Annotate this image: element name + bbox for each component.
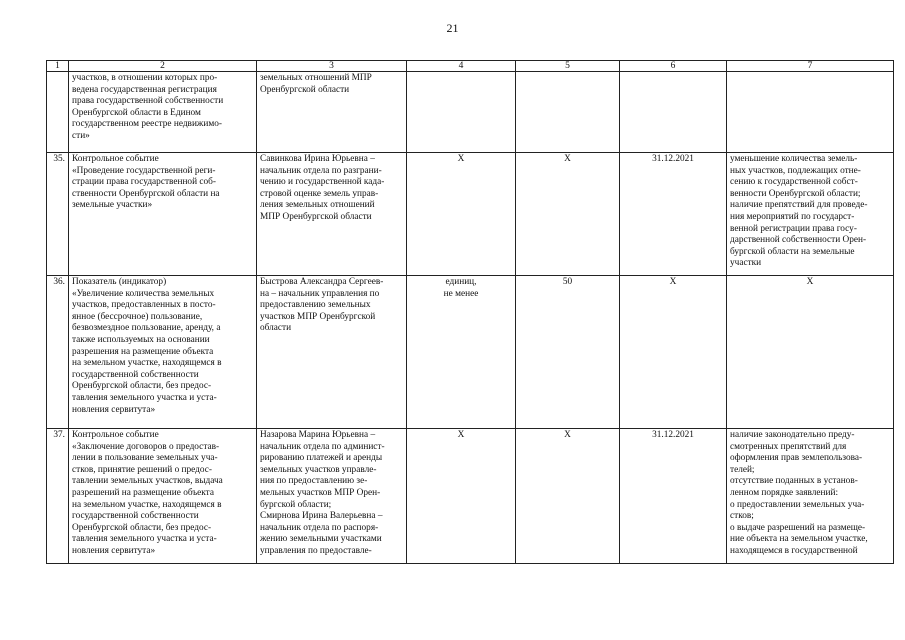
date-cell: 31.12.2021 — [620, 153, 727, 276]
value-cell: Х — [516, 429, 620, 564]
date-cell: 31.12.2021 — [620, 429, 727, 564]
table-row — [47, 276, 894, 429]
result-cell: наличие законодательно преду- смотренных препятствий для оформления прав землепользова- телей; отсутствие поданных в установ- ленном порядке заявлений: о предоставлении земельных уча- стков; о выдаче разрешений на размеще- ние объекта на земельном участке, находящемся в государственной — [727, 429, 894, 564]
column-number: 3 — [257, 61, 407, 72]
value-cell: Х — [516, 153, 620, 276]
responsible-cell: Быстрова Александра Сергеев- на – начальник управления по предоставлению земельных участков МПР Оренбургской области — [257, 276, 407, 429]
row-number-cell — [47, 72, 69, 153]
value-cell — [516, 72, 620, 153]
table-row — [47, 153, 894, 276]
column-number: 7 — [727, 61, 894, 72]
event-cell: участков, в отношении которых про- ведена государственная регистрация права государственной собственности Оренбургской области в Едином государственном реестре недвижимо- сти» — [69, 72, 257, 153]
result-cell: Х — [727, 276, 894, 429]
unit-cell: Х — [407, 153, 516, 276]
column-number: 5 — [516, 61, 620, 72]
column-number: 6 — [620, 61, 727, 72]
result-cell: уменьшение количества земель- ных участков, подлежащих отне- сению к государственной собст- венности Оренбургской области; наличие препятствий для проведе- ния мероприятий по государст- венной регистрации права госу- дарственной собственности Орен- бургской области на земельные участки — [727, 153, 894, 276]
responsible-cell: Савинкова Ирина Юрьевна – начальник отдела по разграни- чению и государственной када- стровой оценке земель управ- ления земельных отношений МПР Оренбургской области — [257, 153, 407, 276]
row-number-cell: 35. — [47, 153, 69, 276]
event-cell: Контрольное событие «Заключение договоров о предостав- лении в пользование земельных уча- стков, принятие решений о предос- тавлении земельных участков, выдача разрешений на размещение объекта на земельном участке, находящемся в государственной собственности Оренбургской области, без предос- тавления земельного участка и уста- новления сервитута» — [69, 429, 257, 564]
unit-cell — [407, 72, 516, 153]
responsible-cell: Назарова Марина Юрьевна – начальник отдела по админист- рированию платежей и аренды земельных участков управле- ния по предоставлению зе- мельных участков МПР Орен- бургской области; Смирнова Ирина Валерьевна – начальник отдела по распоря- жению земельными участками управления по предоставле- — [257, 429, 407, 564]
unit-cell: единиц, не менее — [407, 276, 516, 429]
column-number: 4 — [407, 61, 516, 72]
measures-table — [46, 60, 894, 564]
date-cell — [620, 72, 727, 153]
value-cell: 50 — [516, 276, 620, 429]
column-number-row — [47, 61, 894, 72]
unit-cell: Х — [407, 429, 516, 564]
event-cell: Контрольное событие «Проведение государственной реги- страции права государственной соб- ственности Оренбургской области на земельные участки» — [69, 153, 257, 276]
row-number-cell: 37. — [47, 429, 69, 564]
date-cell: Х — [620, 276, 727, 429]
row-number-cell: 36. — [47, 276, 69, 429]
responsible-cell: земельных отношений МПР Оренбургской области — [257, 72, 407, 153]
result-cell — [727, 72, 894, 153]
table-row — [47, 72, 894, 153]
table-row — [47, 429, 894, 564]
column-number: 2 — [69, 61, 257, 72]
event-cell: Показатель (индикатор) «Увеличение количества земельных участков, предоставленных в посто- янное (бессрочное) пользование, безвозмездное пользование, аренду, а также используемых на основании разрешения на размещение объекта на земельном участке, находящемся в государственной собственности Оренбургской области, без предос- тавления земельного участка и уста- новления сервитута» — [69, 276, 257, 429]
column-number: 1 — [47, 61, 69, 72]
page-number: 21 — [446, 21, 459, 35]
